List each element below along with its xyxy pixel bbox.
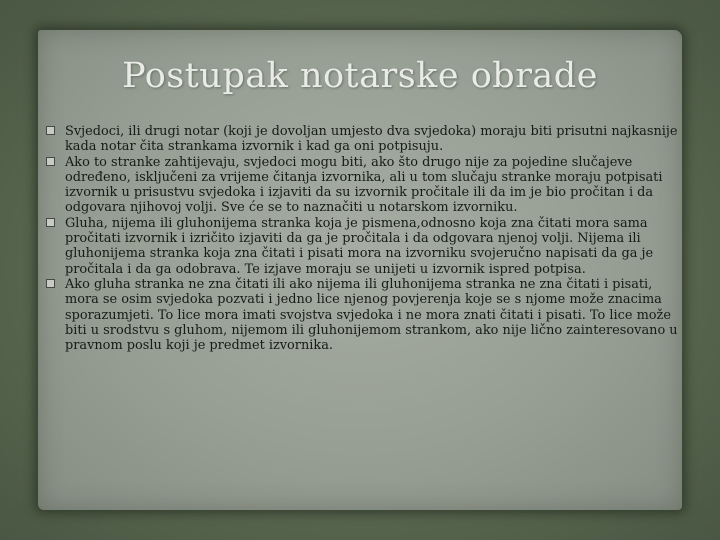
bullet-text: Ako to stranke zahtijevaju, svjedoci mogu biti, ako što drugo nije za pojedine slučajeve određeno, isključeni za vrijeme čitanja izvornika, ali u tom slučaju stranke moraju potpisati izvornik u prisustvu svjedoka i izjaviti da su izvornik pročitale ili da im je bio pročitan i da odgovara njihovoj volji. Sve će se to naznačiti u notarskom izvorniku. [65,154,663,216]
bullet-item [46,155,678,216]
checkbox-bullet-icon [46,157,55,166]
bullet-item [46,277,678,353]
bullet-item [46,216,678,277]
bullet-text: Gluha, nijema ili gluhonijema stranka koja je pismena,odnosno koja zna čitati mora sama pročitati izvornik i izričito izjaviti da ga je pročitala i da odgovara njenoj volji. Nijema ili gluhonijema stranka koja zna čitati i pisati mora na izvorniku svojeručno napisati da ga je pročitala i da ga odobrava. Te izjave moraju se unijeti u izvornik ispred potpisa. [65,215,654,277]
bullet-text: Ako gluha stranka ne zna čitati ili ako nijema ili gluhonijema stranka ne zna čitati i pisati, mora se osim svjedoka pozvati i jedno lice njenog povjerenja koje se s njome može znacima sporazumjeti. To lice mora imati svojstva svjedoka i ne mora znati čitati i pisati. To lice može biti u srodstvu s gluhom, nijemom ili gluhonijemom strankom, ako nije lično zainteresovano u pravnom poslu koji je predmet izvornika. [65,276,678,354]
bullet-text: Svjedoci, ili drugi notar (koji je dovoljan umjesto dva svjedoka) moraju biti prisutni najkasnije kada notar čita strankama izvornik i kad ga oni potpisuju. [65,124,678,155]
checkbox-bullet-icon [46,279,55,288]
bullet-item [46,124,678,155]
checkbox-bullet-icon [46,126,55,135]
bullet-list [46,124,678,353]
slide-title: Postupak notarske obrade [122,56,598,96]
checkbox-bullet-icon [46,218,55,227]
